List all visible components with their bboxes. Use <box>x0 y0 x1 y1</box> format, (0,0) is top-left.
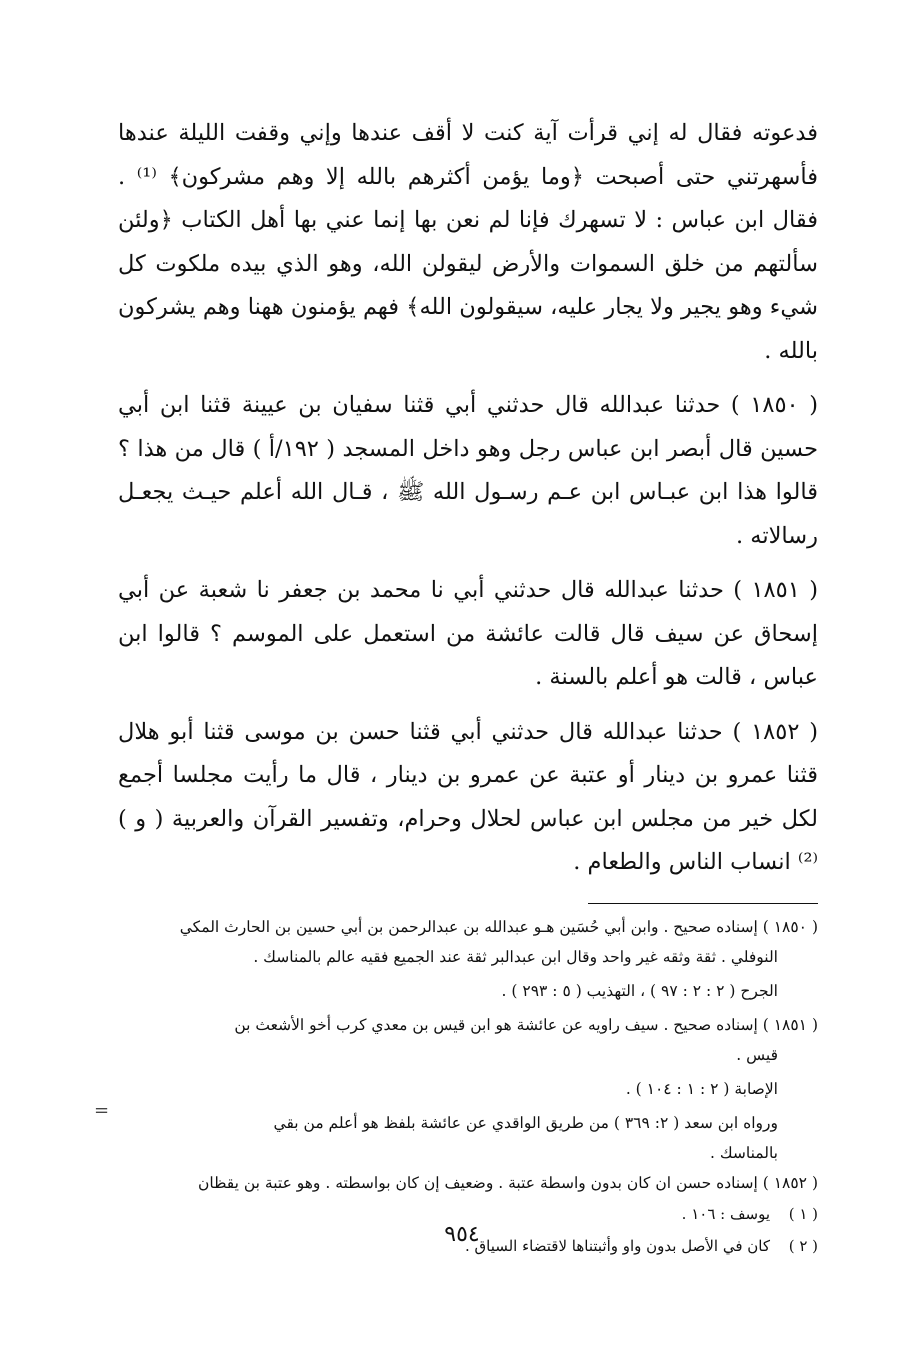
footnote-1851-source: الإصابة ( ٢ : ١ : ١٠٤ ) . <box>625 1079 778 1098</box>
footnote-1852: ( ١٨٥٢ ) إسناده حسن ان كان بدون واسطة عتبة . وضعيف إن كان بواسطته . وهو عتبة بن يقظان <box>197 1173 818 1192</box>
paragraph-intro: فدعوته فقال له إني قرأت آية كنت لا أقف عندها وإني وقفت الليلة عندها فأسهرتني حتى أصبحت ﴿وما يؤمن أكثرهم بالله إلا وهم مشركون﴾ ⁽¹⁾ . فقال ابن عباس : لا تسهرك فإنا لم نعن بها إنما عني بها أهل الكتاب ﴿ولئن سألتهم من خلق السموات والأرض ليقولن الله، وهو الذي بيده ملكوت كل شيء وهو يجير ولا يجار عليه، سيقولون الله﴾ فهم يؤمنون ههنا وهم يشركون بالله . <box>118 120 818 364</box>
page-number: ٩٥٤ <box>444 1222 480 1247</box>
continued-mark: = <box>94 1100 110 1121</box>
footnote-1850-source: الجرح ( ٢ : ٢ : ٩٧ ) ، التهذيب ( ٥ : ٢٩٣ ) . <box>501 981 778 1000</box>
paragraph-1851: ( ١٨٥١ ) حدثنا عبدالله قال حدثني أبي نا محمد بن جعفر نا شعبة عن أبي إسحاق عن سيف قال قالت عائشة من استعمل على الموسم ؟ قالوا ابن عباس ، قالت هو أعلم بالسنة . <box>118 577 818 690</box>
note-text: يوسف : ١٠٦ . <box>681 1204 770 1223</box>
footnote-1850: ( ١٨٥٠ ) إسناده صحيح . وابن أبي حُسَين هـو عبدالله بن عبدالرحمن بن أبي حسين بن الحارث المكي <box>179 917 818 936</box>
footnote-1851-extra: ورواه ابن سعد ( ٢: ٣٦٩ ) من طريق الواقدي عن عائشة بلفظ هو أعلم من بقي <box>273 1113 778 1132</box>
footnote-1850-continuation: النوفلي . ثقة وثقه غير واحد وقال ابن عبدالبر ثقة عند الجميع فقيه عالم بالمناسك . <box>253 947 778 966</box>
paragraph-1850: ( ١٨٥٠ ) حدثنا عبدالله قال حدثني أبي قثنا سفيان بن عيينة قثنا ابن أبي حسين قال أبصر ابن عباس رجل وهو داخل المسجد ( ١٩٢/أ ) قال من هذا ؟ قالوا هذا ابن عبـاس ابن عـم رسـول الله ﷺ ، قـال الله أعلم حيـث يجعـل رسالاته . <box>118 392 818 549</box>
note-text: كان في الأصل بدون واو وأثبتناها لاقتضاء السياق . <box>464 1236 770 1255</box>
footnote-1851-extra-continuation: بالمناسك . <box>709 1143 778 1162</box>
paragraph-1852: ( ١٨٥٢ ) حدثنا عبدالله قال حدثني أبي قثنا حسن بن موسى قثنا أبو هلال قثنا عمرو بن دينار أو عتبة عن عمرو بن دينار ، قال ما رأيت مجلسا أجمع لكل خير من مجلس ابن عباس لحلال وحرام، وتفسير القرآن والعربية ( و ) ⁽²⁾ انساب الناس والطعام . <box>118 718 818 875</box>
footnote-1851-continuation: قيس . <box>736 1045 778 1064</box>
footnote-divider <box>588 903 818 904</box>
page-content <box>118 112 818 1262</box>
note-number: ( ٢ ) <box>788 1236 818 1255</box>
footnote-1851: ( ١٨٥١ ) إسناده صحيح . سيف راويه عن عائشة هو ابن قيس بن معدي كرب أخو الأشعث بن <box>234 1015 818 1034</box>
note-number: ( ١ ) <box>788 1204 818 1223</box>
footnotes <box>118 912 818 1262</box>
